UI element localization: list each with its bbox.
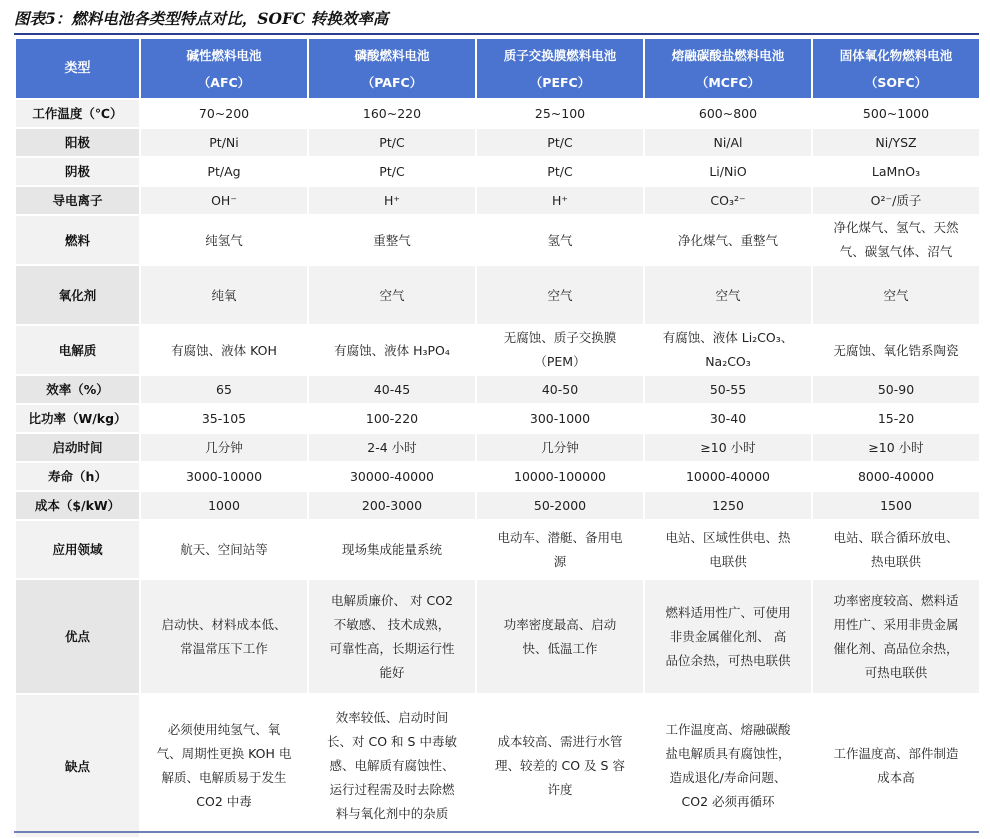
cell-text: 感、电解质有腐蚀性、 — [329, 758, 455, 773]
cell-text: 现场集成能量系统 — [341, 542, 442, 557]
table-cell — [476, 579, 644, 694]
cell-text: 40-45 — [373, 382, 411, 397]
cell-text: 功率密度最高、启动 — [503, 616, 617, 632]
table-cell — [140, 186, 308, 215]
header-sofc — [812, 38, 980, 99]
table-row — [15, 462, 980, 491]
cell-text: Pt/C — [547, 135, 573, 150]
row-label: 工作温度（℃） — [15, 99, 140, 128]
table-row — [15, 375, 980, 404]
table-cell — [140, 579, 308, 694]
cell-text: 50-55 — [709, 382, 747, 397]
cell-text: Li/NiO — [709, 164, 747, 179]
row-label: 应用领域 — [15, 520, 140, 579]
cell-text: Pt/Ag — [207, 164, 241, 179]
table-cell — [812, 186, 980, 215]
table-row — [15, 325, 980, 375]
cell-text: CO2 必须再循环 — [681, 794, 775, 809]
cell-text: 必须使用纯氢气、氧 — [167, 722, 281, 737]
table-cell — [140, 433, 308, 462]
cell-text: 电联供 — [709, 553, 747, 569]
cell-text: 无腐蚀、氧化锆系陶瓷 — [833, 342, 959, 358]
table-row — [15, 215, 980, 265]
table-cell — [644, 186, 812, 215]
table-row — [15, 491, 980, 520]
cell-text: 运行过程需及时去除燃 — [329, 782, 455, 797]
header-afc — [140, 38, 308, 99]
table-cell — [140, 462, 308, 491]
header-abbr: （MCFC） — [695, 74, 761, 90]
table-cell — [140, 520, 308, 579]
table-cell — [140, 694, 308, 838]
cell-text: Ni/Al — [713, 135, 743, 150]
row-label: 电解质 — [15, 325, 140, 375]
table-cell — [476, 128, 644, 157]
cell-text: 电站、联合循环放电、 — [833, 529, 959, 545]
table-cell — [308, 265, 476, 325]
cell-text: 10000-100000 — [514, 469, 606, 484]
row-label: 效率（%） — [15, 375, 140, 404]
cell-text: Pt/Ni — [209, 135, 239, 150]
table-cell — [644, 128, 812, 157]
table-cell — [812, 462, 980, 491]
table-cell — [812, 325, 980, 375]
cell-text: CO₃²⁻ — [710, 193, 746, 208]
table-cell — [140, 404, 308, 433]
header-abbr: （SOFC） — [864, 74, 928, 90]
table-row — [15, 694, 980, 838]
table-row — [15, 265, 980, 325]
table-cell — [812, 694, 980, 838]
cell-text: 30-40 — [709, 411, 747, 426]
cell-text: Na₂CO₃ — [705, 354, 751, 369]
table-cell — [644, 462, 812, 491]
cell-text: 气、周期性更换 KOH 电 — [156, 746, 292, 761]
cell-text: 可热电联供 — [864, 664, 928, 680]
header-abbr: （AFC） — [197, 74, 251, 90]
cell-text: 1250 — [712, 498, 744, 513]
table-cell — [476, 186, 644, 215]
cell-text: 常温常压下工作 — [180, 640, 268, 656]
row-label: 氧化剂 — [15, 265, 140, 325]
cell-text: 工作温度高、部件制造 — [833, 746, 959, 761]
cell-text: 电站、区域性供电、热 — [665, 529, 791, 545]
row-label: 比功率（W/kg） — [15, 404, 140, 433]
table-cell — [308, 520, 476, 579]
table-cell — [476, 462, 644, 491]
cell-text: Pt/C — [379, 164, 405, 179]
row-label: 优点 — [15, 579, 140, 694]
cell-text: 1000 — [208, 498, 240, 513]
cell-text: 10000-40000 — [685, 469, 771, 484]
cell-text: 造成退化/寿命问题、 — [669, 770, 787, 785]
table-cell — [140, 157, 308, 186]
cell-text: O²⁻/质子 — [870, 193, 922, 208]
row-label: 阴极 — [15, 157, 140, 186]
cell-text: 30000-40000 — [349, 469, 435, 484]
header-row — [15, 38, 980, 99]
table-cell — [308, 375, 476, 404]
table-cell — [476, 491, 644, 520]
cell-text: OH⁻ — [211, 193, 237, 208]
table-cell — [476, 215, 644, 265]
table-cell — [812, 491, 980, 520]
table-row — [15, 579, 980, 694]
cell-text: 启动快、材料成本低、 — [161, 616, 287, 632]
cell-text: 催化剂、高品位余热， — [833, 640, 959, 656]
table-cell — [644, 99, 812, 128]
cell-text: 盐电解质具有腐蚀性， — [665, 746, 791, 761]
header-name: 磷酸燃料电池 — [354, 47, 430, 63]
header-type-label: 类型 — [15, 38, 140, 99]
cell-text: 有腐蚀、液体 Li₂CO₃、 — [662, 330, 794, 345]
table-cell — [308, 99, 476, 128]
cell-text: ≥10 小时 — [868, 440, 924, 455]
header-name: 固体氧化物燃料电池 — [839, 47, 953, 63]
table-cell — [812, 579, 980, 694]
cell-text: 解质、电解质易于发生 — [161, 770, 287, 785]
table-cell — [308, 579, 476, 694]
cell-text: 纯氧 — [211, 287, 237, 303]
cell-text: 3000-10000 — [185, 469, 263, 484]
cell-text: 功率密度较高、燃料适 — [833, 592, 959, 608]
table-cell — [812, 404, 980, 433]
table-cell — [140, 375, 308, 404]
table-cell — [308, 404, 476, 433]
table-cell — [140, 265, 308, 325]
cell-text: 电解质廉价、 对 CO2 — [331, 592, 453, 608]
header-pafc — [308, 38, 476, 99]
cell-text: 电动车、潜艇、备用电 — [497, 529, 623, 545]
cell-text: Pt/C — [379, 135, 405, 150]
table-cell — [308, 157, 476, 186]
table-cell — [140, 99, 308, 128]
table-cell — [644, 265, 812, 325]
cell-text: 空气 — [379, 287, 405, 303]
cell-text: 35-105 — [201, 411, 247, 426]
cell-text: 成本高 — [877, 770, 915, 785]
table-cell — [476, 99, 644, 128]
header-pefc — [476, 38, 644, 99]
cell-text: （PEM） — [534, 354, 586, 369]
cell-text: 1500 — [880, 498, 912, 513]
cell-text: 源 — [553, 553, 567, 569]
cell-text: 重整气 — [373, 232, 411, 248]
header-mcfc — [644, 38, 812, 99]
table-row — [15, 433, 980, 462]
table-row — [15, 404, 980, 433]
cell-text: H⁺ — [552, 193, 568, 208]
cell-text: 空气 — [883, 287, 909, 303]
cell-text: 15-20 — [877, 411, 915, 426]
bottom-rule — [14, 831, 979, 833]
cell-text: 25~100 — [534, 106, 586, 121]
cell-text: 65 — [216, 382, 232, 397]
cell-text: 500~1000 — [862, 106, 930, 121]
cell-text: LaMnO₃ — [871, 164, 921, 179]
cell-text: 非贵金属催化剂、 高 — [669, 628, 787, 644]
cell-text: 快、低温工作 — [522, 640, 598, 656]
cell-text: 许度 — [547, 782, 573, 797]
table-cell — [812, 433, 980, 462]
cell-text: 成本较高、需进行水管 — [497, 734, 623, 749]
cell-text: 用性广、采用非贵金属 — [833, 616, 959, 632]
cell-text: 160~220 — [362, 106, 422, 121]
cell-text: H⁺ — [384, 193, 400, 208]
row-label: 缺点 — [15, 694, 140, 838]
row-label: 启动时间 — [15, 433, 140, 462]
cell-text: 净化煤气、氢气、天然 — [833, 220, 959, 235]
table-cell — [644, 375, 812, 404]
cell-text: 净化煤气、重整气 — [677, 232, 778, 248]
table-cell — [644, 433, 812, 462]
row-label: 阳极 — [15, 128, 140, 157]
table-cell — [476, 433, 644, 462]
header-name: 质子交换膜燃料电池 — [503, 47, 617, 63]
table-cell — [308, 186, 476, 215]
cell-text: 几分钟 — [541, 440, 579, 455]
figure-title: 图表5：燃料电池各类型特点对比，SOFC 转换效率高 — [14, 9, 389, 28]
table-cell — [308, 694, 476, 838]
table-cell — [644, 520, 812, 579]
cell-text: 100-220 — [365, 411, 419, 426]
table-cell — [476, 325, 644, 375]
table-cell — [812, 215, 980, 265]
cell-text: 燃料适用性广、可使用 — [665, 604, 791, 620]
title-rule — [14, 33, 979, 35]
table-cell — [308, 462, 476, 491]
row-label: 成本（$/kW） — [15, 491, 140, 520]
cell-text: 8000-40000 — [857, 469, 935, 484]
table-cell — [140, 325, 308, 375]
table-cell — [308, 215, 476, 265]
row-label: 导电离子 — [15, 186, 140, 215]
cell-text: 料与氧化剂中的杂质 — [335, 806, 449, 821]
cell-text: 有腐蚀、液体 KOH — [171, 342, 277, 358]
cell-text: 长、对 CO 和 S 中毒敏 — [327, 734, 457, 749]
cell-text: Pt/C — [547, 164, 573, 179]
table-cell — [812, 520, 980, 579]
header-abbr: （PEFC） — [529, 74, 591, 90]
cell-text: 300-1000 — [529, 411, 591, 426]
cell-text: 50-90 — [877, 382, 915, 397]
table-cell — [812, 375, 980, 404]
table-cell — [140, 215, 308, 265]
table-row — [15, 157, 980, 186]
cell-text: 几分钟 — [205, 440, 243, 455]
table-cell — [476, 404, 644, 433]
table-cell — [476, 157, 644, 186]
table-cell — [644, 579, 812, 694]
table-body — [15, 99, 980, 838]
cell-text: 品位余热，可热电联供 — [665, 652, 791, 668]
table-cell — [308, 433, 476, 462]
cell-text: 2-4 小时 — [367, 440, 417, 455]
cell-text: 工作温度高、熔融碳酸 — [665, 722, 791, 737]
table-cell — [308, 491, 476, 520]
cell-text: 纯氢气 — [205, 232, 243, 248]
table-cell — [476, 375, 644, 404]
table-cell — [812, 157, 980, 186]
table-cell — [308, 325, 476, 375]
table-cell — [140, 128, 308, 157]
table-cell — [812, 128, 980, 157]
table-cell — [644, 404, 812, 433]
table-cell — [812, 265, 980, 325]
cell-text: 效率较低、启动时间 — [335, 710, 449, 725]
table-row — [15, 520, 980, 579]
table-cell — [308, 128, 476, 157]
table-cell — [644, 215, 812, 265]
table-cell — [476, 265, 644, 325]
table-cell — [644, 157, 812, 186]
header-name: 碱性燃料电池 — [186, 47, 262, 63]
cell-text: Ni/YSZ — [875, 135, 917, 150]
cell-text: 空气 — [547, 287, 573, 303]
cell-text: 40-50 — [541, 382, 579, 397]
cell-text: 50-2000 — [533, 498, 587, 513]
table-row — [15, 99, 980, 128]
cell-text: 能好 — [379, 664, 405, 680]
cell-text: 600~800 — [698, 106, 758, 121]
row-label: 燃料 — [15, 215, 140, 265]
cell-text: 无腐蚀、质子交换膜 — [503, 330, 617, 345]
header-name: 熔融碳酸盐燃料电池 — [671, 47, 785, 63]
table-cell — [812, 99, 980, 128]
table-cell — [644, 325, 812, 375]
table-cell — [644, 694, 812, 838]
cell-text: 航天、空间站等 — [180, 542, 268, 557]
cell-text: 不敏感、 技术成熟， — [333, 616, 451, 632]
header-abbr: （PAFC） — [361, 74, 423, 90]
cell-text: 有腐蚀、液体 H₃PO₄ — [334, 342, 450, 358]
cell-text: CO2 中毒 — [196, 794, 252, 809]
cell-text: ≥10 小时 — [700, 440, 756, 455]
table-cell — [476, 520, 644, 579]
table-row — [15, 186, 980, 215]
table-cell — [644, 491, 812, 520]
cell-text: 理、较差的 CO 及 S 容 — [495, 758, 625, 773]
table-cell — [476, 694, 644, 838]
cell-text: 氢气 — [547, 232, 573, 248]
cell-text: 热电联供 — [870, 553, 921, 569]
table-cell — [140, 491, 308, 520]
table-row — [15, 128, 980, 157]
comparison-table — [14, 37, 981, 839]
cell-text: 70~200 — [198, 106, 250, 121]
cell-text: 空气 — [715, 287, 741, 303]
cell-text: 200-3000 — [361, 498, 423, 513]
cell-text: 气、碳氢气体、沼气 — [839, 244, 953, 259]
cell-text: 可靠性高，长期运行性 — [329, 640, 455, 656]
row-label: 寿命（h） — [15, 462, 140, 491]
